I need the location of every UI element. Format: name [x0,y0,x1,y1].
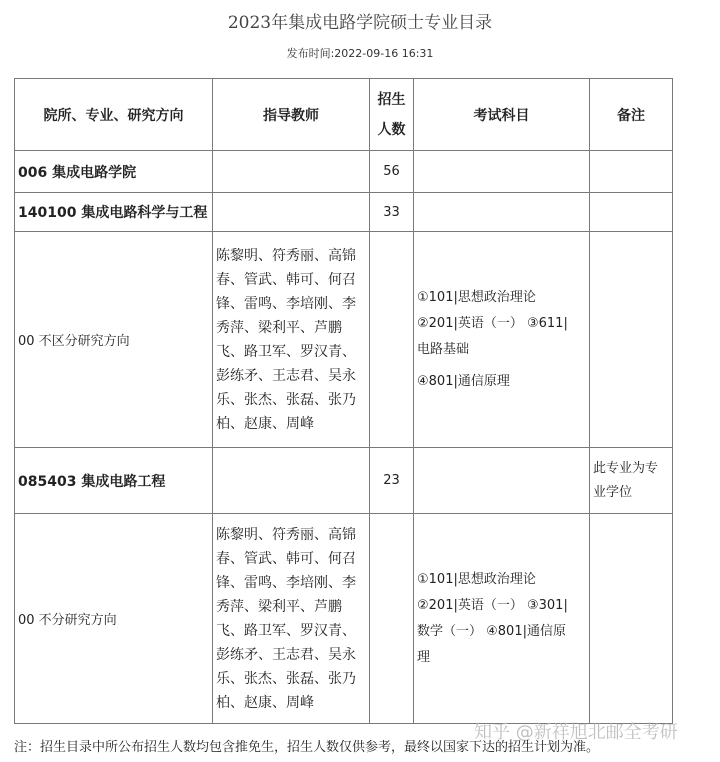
table-row [15,151,673,193]
teacher-line: 春、管武、韩可、何召 [216,271,356,288]
teacher-line: 秀萍、梁利平、芦鹏 [216,598,342,615]
row-name: 140100 集成电路科学与工程 [15,193,213,232]
header-college: 院所、专业、研究方向 [15,79,213,151]
exam-line: 数学（一） ④801|通信原 [417,623,566,639]
header-quota [370,79,414,151]
header-note: 备注 [590,79,673,151]
header-exam: 考试科目 [414,79,590,151]
note-line: 此专业为专 [593,460,659,476]
teacher-line: 陈黎明、符秀丽、高锦 [216,247,356,264]
teacher-line: 乐、张杰、张磊、张乃 [216,670,356,687]
row-exam [414,193,590,232]
header-teachers: 指导教师 [213,79,370,151]
row-exam [414,232,590,448]
exam-line: ①101|思想政治理论 [417,571,536,587]
row-note [590,232,673,448]
row-name: 00 不区分研究方向 [15,232,213,448]
row-exam [414,151,590,193]
row-note [590,151,673,193]
teacher-line: 春、管武、韩可、何召 [216,550,356,567]
row-teachers [213,151,370,193]
row-exam [414,514,590,724]
exam-line: ②201|英语（一） ③301| [417,597,568,613]
teacher-line: 飞、路卫军、罗汉青、 [216,622,356,639]
row-name: 085403 集成电路工程 [15,448,213,514]
teacher-line: 彭练矛、王志君、吴永 [216,367,356,384]
note-line: 业学位 [593,484,633,500]
watermark: 知乎 @新祥旭北邮全考研 [474,722,678,743]
row-note [590,448,673,514]
header-quota-line2: 人数 [377,121,406,138]
catalog-table [14,78,673,724]
row-quota [370,514,414,724]
row-quota [370,232,414,448]
row-teachers [213,193,370,232]
row-quota: 23 [370,448,414,514]
exam-line: ②201|英语（一） ③611| [417,315,568,331]
row-teachers [213,514,370,724]
footnote: 注：招生目录中所公布招生人数均包含推免生，招生人数仅供参考，最终以国家下达的招生计划为准。 [14,740,600,755]
row-exam [414,448,590,514]
table-row [15,193,673,232]
row-note [590,514,673,724]
teacher-line: 锋、雷鸣、李培刚、李 [216,574,356,591]
teacher-line: 彭练矛、王志君、吴永 [216,646,356,663]
row-name: 00 不分研究方向 [15,514,213,724]
table-header-row [15,79,673,151]
teacher-line: 飞、路卫军、罗汉青、 [216,343,356,360]
teacher-line: 秀萍、梁利平、芦鹏 [216,319,342,336]
table-row [15,514,673,724]
teacher-line: 陈黎明、符秀丽、高锦 [216,526,356,543]
table-row [15,448,673,514]
publish-time: 发布时间:2022-09-16 16:31 [286,47,434,60]
exam-line: ④801|通信原理 [417,373,510,389]
exam-line: 理 [417,649,431,665]
teacher-line: 柏、赵康、周峰 [216,694,314,711]
row-quota: 56 [370,151,414,193]
exam-line: ①101|思想政治理论 [417,289,536,305]
teacher-line: 柏、赵康、周峰 [216,415,314,432]
row-quota: 33 [370,193,414,232]
exam-line: 电路基础 [417,341,470,357]
teacher-line: 乐、张杰、张磊、张乃 [216,391,356,408]
row-teachers [213,232,370,448]
row-teachers [213,448,370,514]
table-row [15,232,673,448]
row-note [590,193,673,232]
row-name: 006 集成电路学院 [15,151,213,193]
page-title: 2023年集成电路学院硕士专业目录 [227,13,493,33]
header-quota-line1: 招生 [377,91,406,108]
teacher-line: 锋、雷鸣、李培刚、李 [216,295,356,312]
